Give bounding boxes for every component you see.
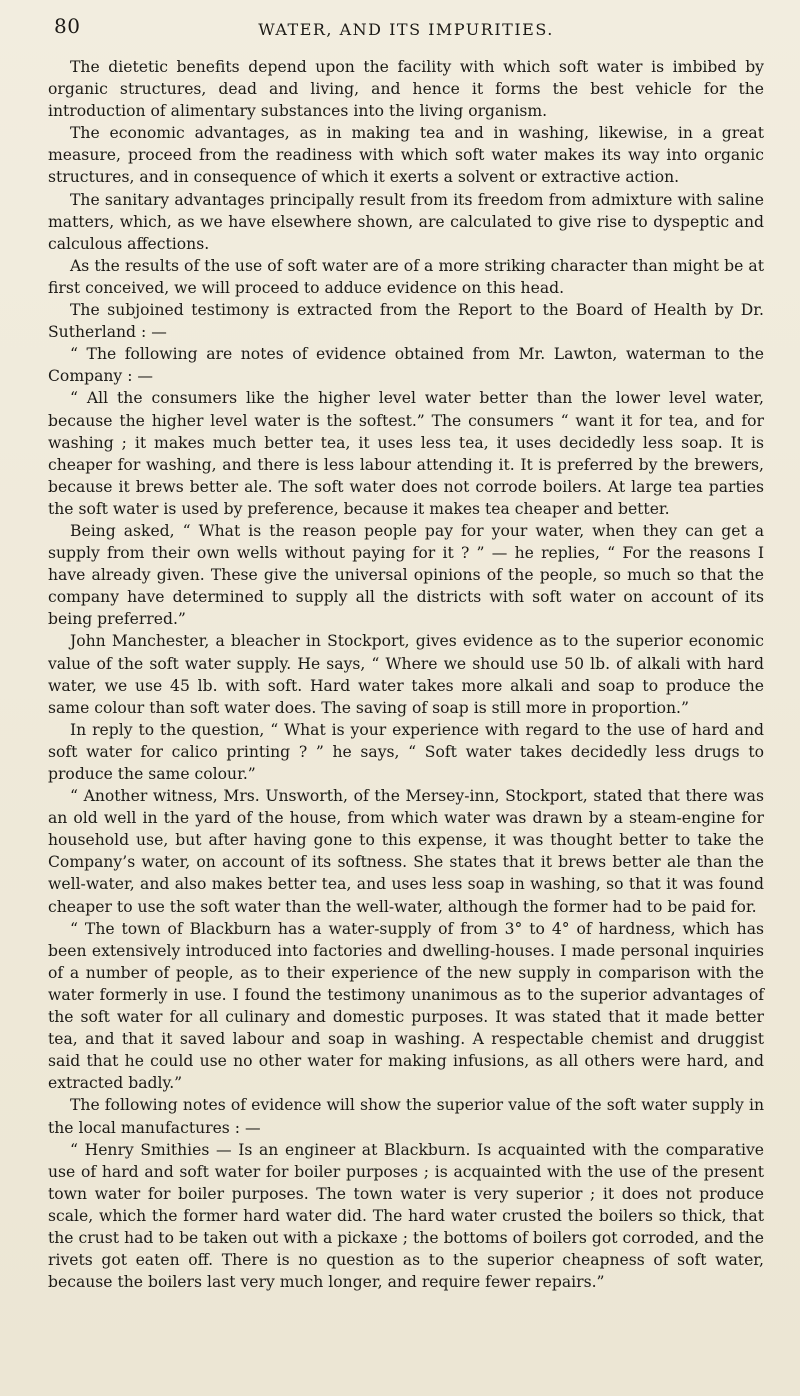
running-title: WATER, AND ITS IMPURITIES.: [258, 20, 554, 39]
paragraph-results-intro: As the results of the use of soft water are of a more striking character than might be at first conceived, we will proceed to adduce evidence on this head.: [48, 256, 764, 297]
paragraph-consumers-evidence: “ All the consumers like the higher level water better than the lower level water, because the higher level water is the softest.” The consumers “ want it for tea, and for washing ; it makes much better tea, it uses less tea, it uses decidedly less soap. It is cheaper for washing, and there is less labour attending it. It is preferred by the brewers, because it brews better ale. The soft water does not corrode boilers. At large tea parties the soft water is used by preference, because it makes tea cheaper and better.: [48, 389, 764, 518]
paragraph-smithies-evidence: “ Henry Smithies — Is an engineer at Blackburn. Is acquainted with the comparative use of hard and soft water for boiler purposes ; is acquainted with the use of the present town water for boiler purposes. The town water is very superior ; it does not produce scale, which the former hard water did. The hard water crusted the boilers so thick, that the crust had to be taken out with a pickaxe ; the bottoms of boilers got corroded, and the rivets got eaten off. There is no question as to the superior cheapness of soft water, because the boilers last very much longer, and require fewer repairs.”: [48, 1140, 764, 1292]
paragraph-testimony-source: The subjoined testimony is extracted from the Report to the Board of Health by Dr. Sutherland : —: [48, 301, 764, 342]
paragraph-unsworth-evidence: “ Another witness, Mrs. Unsworth, of the Mersey-inn, Stockport, stated that there was an old well in the yard of the house, from which water was drawn by a steam-engine for household use, but after having gone to this expense, it was thought better to take the Company’s water, on account of its softness. She states that it brews better ale than the well-water, and also makes better tea, and uses less soap in washing, so that it was found cheaper to use the soft water than the well-water, although the former had to be paid for.: [48, 787, 764, 916]
paragraph-calico-printing: In reply to the question, “ What is your experience with regard to the use of hard and soft water for calico printing ? ” he says, “ Soft water takes decidedly less drugs to produce the same colour.”: [48, 720, 764, 783]
paragraph-payment-reason: Being asked, “ What is the reason people pay for your water, when they can get a supply from their own wells without paying for it ? ” — he replies, “ For the reasons I have already given. These give the universal opinions of the people, so much so that the company have determined to supply all the districts with soft water on account of its being preferred.”: [48, 521, 764, 629]
page-header: [48, 10, 764, 56]
paragraph-lawton-intro: “ The following are notes of evidence obtained from Mr. Lawton, waterman to the Company : —: [48, 345, 764, 386]
page-number: 80: [54, 14, 81, 38]
paragraph-blackburn-supply: “ The town of Blackburn has a water-supply of from 3° to 4° of hardness, which has been extensively introduced into factories and dwelling-houses. I made personal inquiries of a number of people, as to their experience of the new supply in comparison with the water formerly in use. I found the testimony unanimous as to the superior advantages of the soft water for all culinary and domestic purposes. It was stated that it made better tea, and that it saved labour and soap in washing. A respectable chemist and druggist said that he could use no other water for making infusions, as all others were hard, and extracted badly.”: [48, 919, 764, 1093]
paragraph-economic-advantages: The economic advantages, as in making tea and in washing, likewise, in a great measure, proceed from the readiness with which soft water makes its way into organic structures, and in consequence of which it exerts a solvent or extractive action.: [48, 124, 764, 187]
paragraph-sanitary-advantages: The sanitary advantages principally result from its freedom from admixture with saline matters, which, as we have elsewhere shown, are calculated to give rise to dyspeptic and calculous affections.: [48, 190, 764, 253]
paragraph-dietetic-benefits: The dietetic benefits depend upon the facility with which soft water is imbibed by organic structures, dead and living, and hence it forms the best vehicle for the introduction of alimentary substances into the living organism.: [48, 58, 764, 121]
paragraph-manufactures-intro: The following notes of evidence will show the superior value of the soft water supply in the local manufactures : —: [48, 1096, 764, 1137]
paragraph-manchester-evidence: John Manchester, a bleacher in Stockport, gives evidence as to the superior economic value of the soft water supply. He says, “ Where we should use 50 lb. of alkali with hard water, we use 45 lb. with soft. Hard water takes more alkali and soap to produce the same colour than soft water does. The saving of soap is still more in proportion.”: [48, 632, 764, 717]
body-text: [48, 56, 764, 1293]
